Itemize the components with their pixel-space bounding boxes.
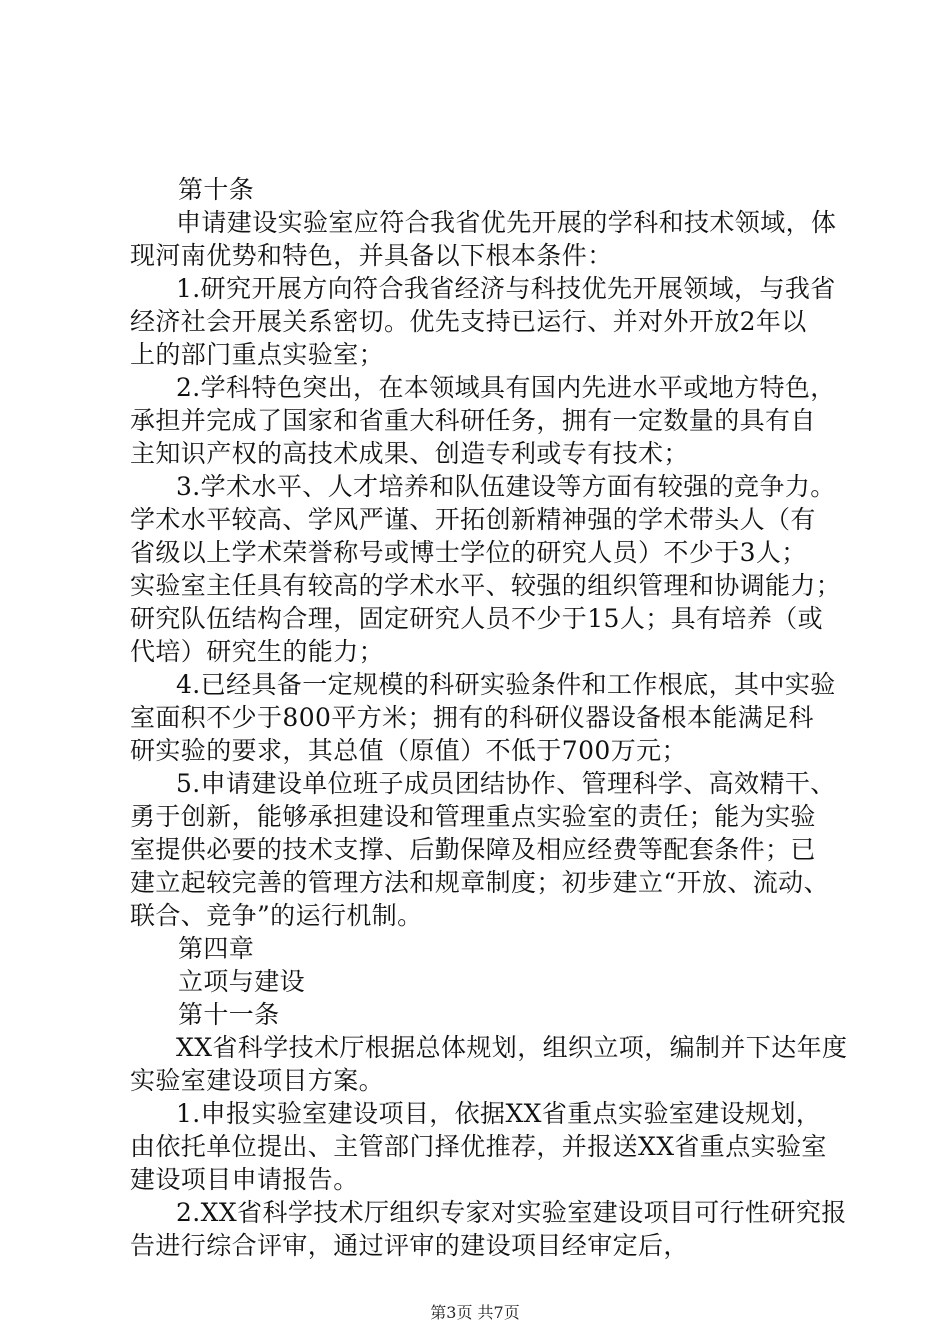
heading-article-10: 第十条 [178, 175, 255, 204]
paragraph-line: 研实验的要求，其总值（原值）不低于700万元； [130, 736, 687, 765]
paragraph-line: 建立起较完善的管理方法和规章制度；初步建立“开放、流动、 [130, 868, 829, 897]
paragraph-line: 4.已经具备一定规模的科研实验条件和工作根底，其中实验 [176, 670, 836, 699]
paragraph-line: 告进行综合评审，通过评审的建设项目经审定后， [130, 1231, 689, 1260]
paragraph-line: 主知识产权的高技术成果、创造专利或专有技术； [130, 439, 689, 468]
paragraph-line: 实验室主任具有较高的学术水平、较强的组织管理和协调能力； [130, 571, 842, 600]
page-footer: 第3页 共7页 [430, 1303, 520, 1322]
paragraph-line: XX省科学技术厅根据总体规划，组织立项，编制并下达年度 [176, 1033, 848, 1062]
heading-article-11: 第十一条 [178, 1000, 280, 1029]
paragraph-line: 2.学科特色突出，在本领域具有国内先进水平或地方特色， [176, 373, 836, 402]
paragraph-line: 联合、竞争”的运行机制。 [130, 901, 423, 930]
paragraph-line: 代培）研究生的能力； [130, 637, 385, 666]
paragraph-line: 申请建设实验室应符合我省优先开展的学科和技术领域，体 [176, 208, 837, 237]
paragraph-line: 勇于创新，能够承担建设和管理重点实验室的责任；能为实验 [130, 802, 816, 831]
paragraph-line: 1.研究开展方向符合我省经济与科技优先开展领域，与我省 [176, 274, 836, 303]
paragraph-line: 室面积不少于800平方米；拥有的科研仪器设备根本能满足科 [130, 703, 814, 732]
heading-chapter-4: 第四章 [178, 934, 255, 963]
paragraph-line: 由依托单位提出、主管部门择优推荐，并报送XX省重点实验室 [130, 1132, 827, 1161]
paragraph-line: 经济社会开展关系密切。优先支持已运行、并对外开放2年以 [130, 307, 807, 336]
paragraph-line: 室提供必要的技术支撑、后勤保障及相应经费等配套条件；已 [130, 835, 816, 864]
paragraph-line: 2.XX省科学技术厅组织专家对实验室建设项目可行性研究报 [176, 1198, 847, 1227]
paragraph-line: 1.申报实验室建设项目，依据XX省重点实验室建设规划， [176, 1099, 822, 1128]
paragraph-line: 省级以上学术荣誉称号或博士学位的研究人员）不少于3人； [130, 538, 807, 567]
paragraph-line: 学术水平较高、学风严谨、开拓创新精神强的学术带头人（有 [130, 505, 816, 534]
paragraph-line: 5.申请建设单位班子成员团结协作、管理科学、高效精干、 [176, 769, 836, 798]
paragraph-line: 3.学术水平、人才培养和队伍建设等方面有较强的竞争力。 [176, 472, 836, 501]
paragraph-line: 实验室建设项目方案。 [130, 1066, 385, 1095]
paragraph-line: 建设项目申请报告。 [130, 1165, 359, 1194]
paragraph-line: 上的部门重点实验室； [130, 340, 385, 369]
paragraph-line: 承担并完成了国家和省重大科研任务，拥有一定数量的具有自 [130, 406, 816, 435]
paragraph-line: 现河南优势和特色，并具备以下根本条件： [130, 241, 613, 270]
heading-chapter-title: 立项与建设 [178, 967, 306, 996]
paragraph-line: 研究队伍结构合理，固定研究人员不少于15人；具有培养（或 [130, 604, 824, 633]
